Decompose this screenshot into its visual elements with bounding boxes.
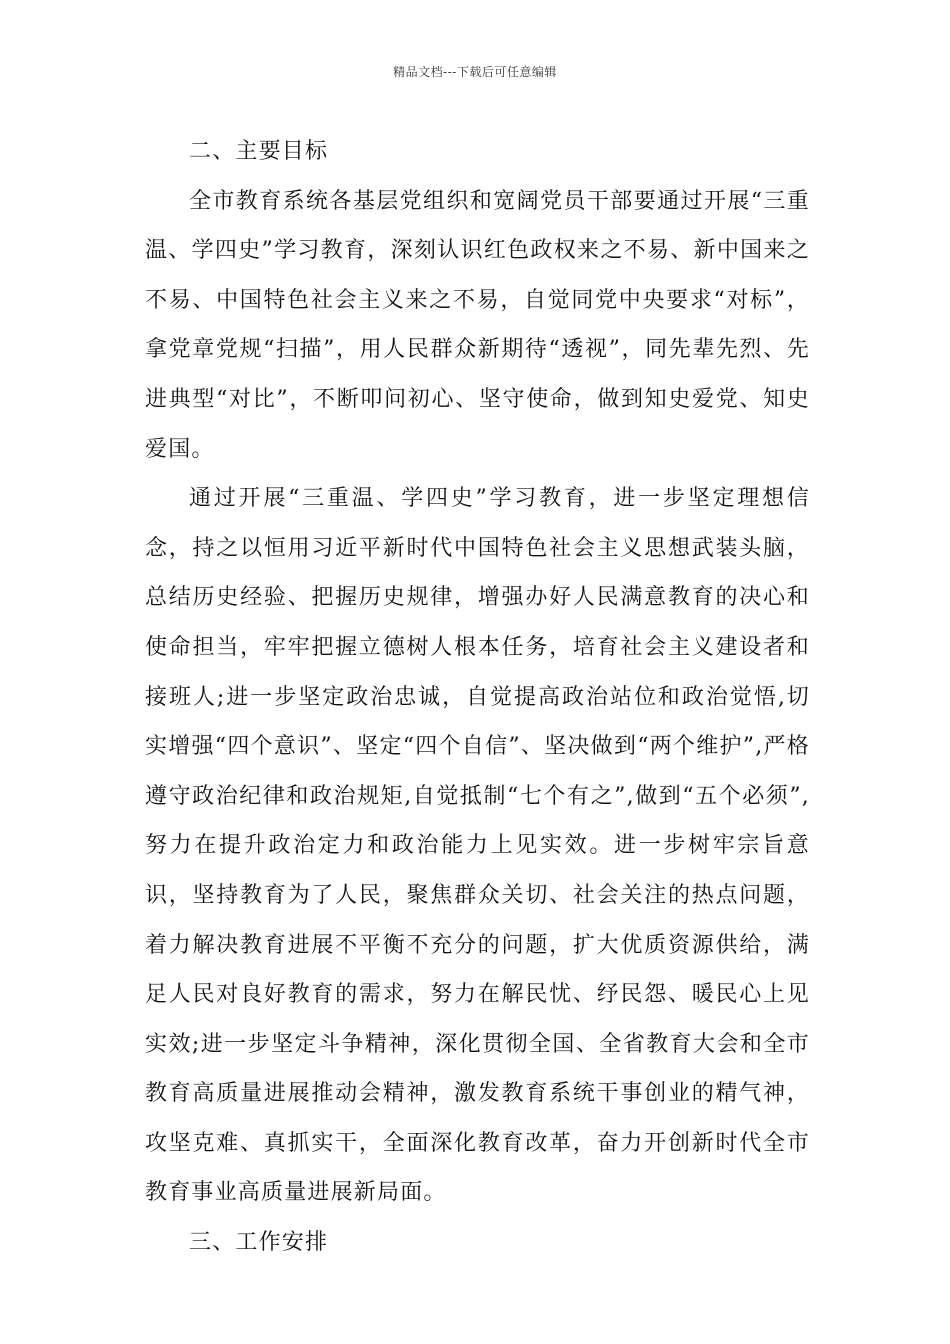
page-header: 精品文档---下载后可任意编辑 — [393, 65, 557, 79]
section-heading-work-arrangements: 三、工作安排 — [189, 1230, 329, 1256]
paragraph-1: 全市教育系统各基层党组织和宽阔党员干部要通过开展“三重温、学四史”学习教育，深刻认识红色政权来之不易、新中国来之不易、中国特色社会主义来之不易，自觉同党中央要求“对标”，拿党章党规“扫描”，用人民群众新期待“透视”，同先辈先烈、先进典型“对比”，不断叩问初心、坚守使命，做到知史爱党、知史爱国。 — [145, 188, 810, 462]
paragraph-2: 通过开展“三重温、学四史”学习教育，进一步坚定理想信念，持之以恒用习近平新时代中国特色社会主义思想武装头脑，总结历史经验、把握历史规律，增强办好人民满意教育的决心和使命担当，牢牢把握立德树人根本任务，培育社会主义建设者和接班人;进一步坚定政治忠诚，自觉提高政治站位和政治觉悟,切实增强“四个意识”、坚定“四个自信”、坚决做到“两个维护”,严格遵守政治纪律和政治规矩,自觉抵制“七个有之”,做到“五个必须”,努力在提升政治定力和政治能力上见实效。进一步树牢宗旨意识，坚持教育为了人民，聚焦群众关切、社会关注的热点问题，着力解决教育进展不平衡不充分的问题，扩大优质资源供给，满足人民对良好教育的需求，努力在解民忧、纾民怨、暖民心上见实效;进一步坚定斗争精神，深化贯彻全国、全省教育大会和全市教育高质量进展推动会精神，激发教育系统干事创业的精气神，攻坚克难、真抓实干，全面深化教育改革，奋力开创新时代全市教育事业高质量进展新局面。 — [145, 486, 810, 1206]
section-heading-main-goals: 二、主要目标 — [189, 139, 329, 164]
document-body — [145, 127, 810, 1268]
